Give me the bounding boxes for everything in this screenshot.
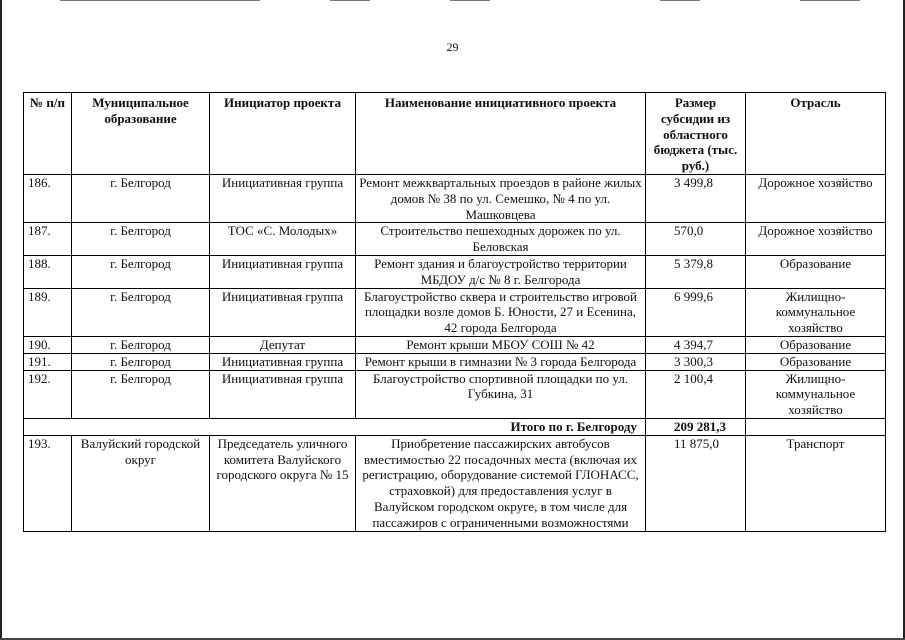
cell-initiator: Инициативная группа xyxy=(210,175,356,223)
cell-project: Ремонт межквартальных проездов в районе жилых домов № 38 по ул. Семешко, № 4 по ул. Машковцева xyxy=(356,175,646,223)
cell-initiator: Председатель уличного комитета Валуйского городского округа № 15 xyxy=(210,435,356,531)
table-row xyxy=(24,336,886,353)
cell-num: 190. xyxy=(24,336,72,353)
cell-municipality: г. Белгород xyxy=(72,353,210,370)
cell-project: Ремонт крыши МБОУ СОШ № 42 xyxy=(356,336,646,353)
cell-num: 193. xyxy=(24,435,72,531)
table-row xyxy=(24,353,886,370)
header-municipality: Муниципальное образование xyxy=(72,93,210,175)
cell-subsidy: 3 499,8 xyxy=(646,175,746,223)
cell-project: Благоустройство спортивной площадки по ул. Губкина, 31 xyxy=(356,370,646,418)
header-subsidy: Размер субсидии из областного бюджета (тыс. руб.) xyxy=(646,93,746,175)
scan-top-edge xyxy=(0,0,905,2)
cell-num: 192. xyxy=(24,370,72,418)
cell-num: 188. xyxy=(24,255,72,288)
table-row xyxy=(24,288,886,336)
cell-municipality: г. Белгород xyxy=(72,255,210,288)
header-sector: Отрасль xyxy=(746,93,886,175)
table-row xyxy=(24,255,886,288)
cell-municipality: Валуйский городской округ xyxy=(72,435,210,531)
page-number: 29 xyxy=(446,40,459,54)
total-empty-cell xyxy=(746,418,886,435)
cell-municipality: г. Белгород xyxy=(72,336,210,353)
total-row xyxy=(24,418,886,435)
cell-municipality: г. Белгород xyxy=(72,288,210,336)
cell-municipality: г. Белгород xyxy=(72,223,210,256)
cell-sector: Жилищно-коммунальное хозяйство xyxy=(746,370,886,418)
cell-subsidy: 5 379,8 xyxy=(646,255,746,288)
cell-initiator: Инициативная группа xyxy=(210,370,356,418)
scan-left-edge xyxy=(0,0,2,640)
table-row xyxy=(24,370,886,418)
cell-project: Ремонт здания и благоустройство территории МБДОУ д/с № 8 г. Белгорода xyxy=(356,255,646,288)
cell-sector: Образование xyxy=(746,353,886,370)
cell-project: Ремонт крыши в гимназии № 3 города Белгорода xyxy=(356,353,646,370)
cell-sector: Дорожное хозяйство xyxy=(746,223,886,256)
total-value: 209 281,3 xyxy=(646,418,746,435)
cell-sector: Образование xyxy=(746,255,886,288)
header-initiator: Инициатор проекта xyxy=(210,93,356,175)
table-row xyxy=(24,175,886,223)
cell-sector: Транспорт xyxy=(746,435,886,531)
cell-num: 186. xyxy=(24,175,72,223)
cell-subsidy: 11 875,0 xyxy=(646,435,746,531)
cell-sector: Образование xyxy=(746,336,886,353)
cell-project: Благоустройство сквера и строительство игровой площадки возле домов Б. Юности, 27 и Есенина, 42 города Белгорода xyxy=(356,288,646,336)
cell-subsidy: 2 100,4 xyxy=(646,370,746,418)
cell-subsidy: 4 394,7 xyxy=(646,336,746,353)
cell-num: 191. xyxy=(24,353,72,370)
cell-initiator: Инициативная группа xyxy=(210,353,356,370)
cell-initiator: Инициативная группа xyxy=(210,255,356,288)
cell-subsidy: 3 300,3 xyxy=(646,353,746,370)
cell-sector: Дорожное хозяйство xyxy=(746,175,886,223)
projects-table xyxy=(23,92,886,532)
cell-municipality: г. Белгород xyxy=(72,175,210,223)
cell-num: 187. xyxy=(24,223,72,256)
cell-sector: Жилищно-коммунальное хозяйство xyxy=(746,288,886,336)
total-label: Итого по г. Белгороду xyxy=(24,418,646,435)
cell-subsidy: 6 999,6 xyxy=(646,288,746,336)
cell-initiator: ТОС «С. Молодых» xyxy=(210,223,356,256)
header-num: № п/п xyxy=(24,93,72,175)
cell-num: 189. xyxy=(24,288,72,336)
cell-initiator: Депутат xyxy=(210,336,356,353)
cell-initiator: Инициативная группа xyxy=(210,288,356,336)
table-row xyxy=(24,223,886,256)
cell-subsidy: 570,0 xyxy=(646,223,746,256)
table-header-row xyxy=(24,93,886,175)
cell-municipality: г. Белгород xyxy=(72,370,210,418)
table-row xyxy=(24,435,886,531)
cell-project: Строительство пешеходных дорожек по ул. Беловская xyxy=(356,223,646,256)
cell-project: Приобретение пассажирских автобусов вместимостью 22 посадочных места (включая их регистрацию, оборудование системой ГЛОНАСС, страховкой) для предоставления услуг в Валуйском городском округе, в том числе для пассажиров с ограниченными возможностями xyxy=(356,435,646,531)
header-project: Наименование инициативного проекта xyxy=(356,93,646,175)
